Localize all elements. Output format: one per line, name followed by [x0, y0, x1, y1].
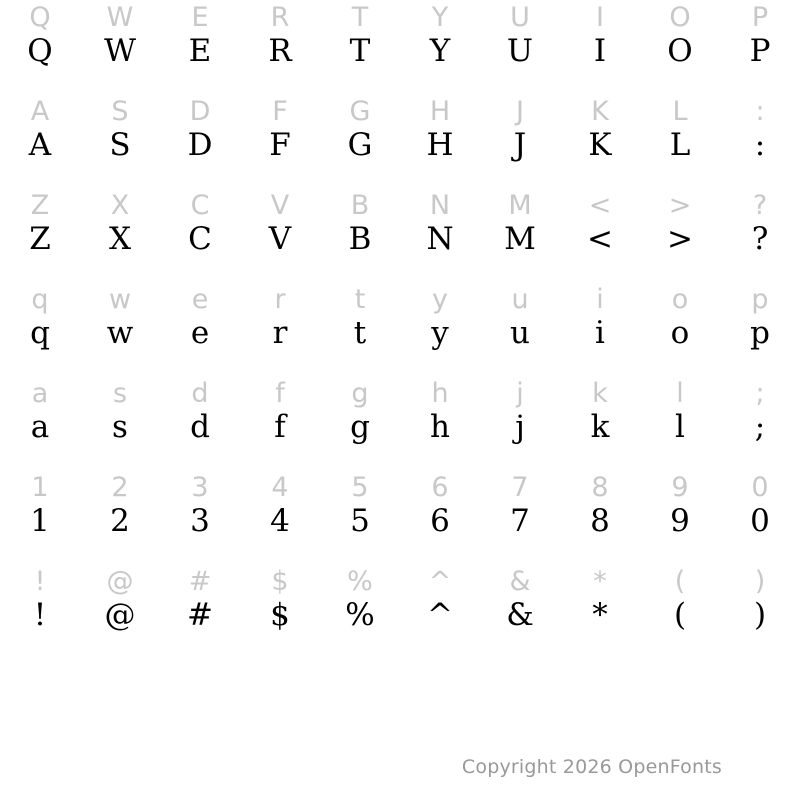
glyph-cell: W — [104, 33, 136, 69]
specimen-row-group — [0, 94, 800, 188]
glyph-cell: 3 — [191, 472, 209, 503]
glyph-cell: F — [272, 96, 288, 127]
glyph-cell: 1 — [30, 503, 50, 539]
glyph-cell: e — [191, 284, 209, 315]
glyph-cell: P — [749, 33, 771, 69]
glyph-cell: X — [110, 190, 130, 221]
specimen-row-group — [0, 0, 800, 94]
glyph-cell: * — [592, 597, 608, 633]
glyph-cell: R — [270, 2, 290, 33]
glyph-row-dark — [0, 409, 800, 445]
glyph-cell: ? — [751, 221, 769, 257]
glyph-cell: K — [591, 96, 609, 127]
glyph-cell: k — [590, 409, 610, 445]
glyph-cell: M — [508, 190, 532, 221]
glyph-cell: t — [354, 284, 366, 315]
glyph-cell: A — [28, 127, 52, 163]
glyph-cell: ( — [673, 597, 687, 633]
glyph-cell: o — [671, 284, 689, 315]
glyph-cell: g — [350, 409, 370, 445]
glyph-cell: ! — [34, 566, 46, 597]
specimen-row-group — [0, 470, 800, 564]
glyph-cell: > — [667, 221, 693, 257]
glyph-cell: A — [30, 96, 50, 127]
glyph-cell: 2 — [110, 503, 130, 539]
glyph-cell: Y — [429, 33, 451, 69]
glyph-cell: T — [349, 33, 371, 69]
glyph-cell: 7 — [511, 472, 529, 503]
glyph-cell: @ — [106, 566, 134, 597]
glyph-cell: u — [511, 284, 529, 315]
specimen-row-group — [0, 376, 800, 470]
glyph-cell: h — [431, 378, 449, 409]
glyph-cell: i — [595, 315, 605, 351]
glyph-cell: j — [516, 378, 524, 409]
glyph-cell: H — [429, 96, 451, 127]
glyph-cell: 9 — [670, 503, 690, 539]
glyph-cell: V — [270, 190, 290, 221]
glyph-cell: ! — [33, 597, 47, 633]
glyph-cell: & — [506, 597, 534, 633]
glyph-cell: M — [504, 221, 536, 257]
glyph-cell: g — [351, 378, 369, 409]
glyph-cell: h — [430, 409, 450, 445]
glyph-cell: C — [190, 190, 210, 221]
glyph-cell: B — [350, 190, 370, 221]
glyph-cell: y — [432, 284, 448, 315]
glyph-row-dark — [0, 503, 800, 539]
glyph-cell: Z — [29, 221, 51, 257]
glyph-cell: 4 — [271, 472, 289, 503]
glyph-cell: 4 — [270, 503, 290, 539]
glyph-cell: 5 — [351, 472, 369, 503]
glyph-cell: d — [191, 378, 209, 409]
glyph-cell: < — [588, 190, 612, 221]
glyph-row-dark — [0, 33, 800, 69]
glyph-cell: J — [513, 127, 527, 163]
glyph-cell: U — [506, 33, 534, 69]
glyph-cell: 7 — [510, 503, 530, 539]
glyph-cell: I — [596, 2, 604, 33]
glyph-cell: S — [109, 127, 131, 163]
glyph-row-light — [0, 4, 800, 31]
glyph-cell: @ — [104, 597, 136, 633]
glyph-row-light — [0, 98, 800, 125]
glyph-cell: i — [596, 284, 604, 315]
glyph-cell: P — [751, 2, 769, 33]
glyph-cell: V — [268, 221, 292, 257]
glyph-cell: r — [272, 315, 288, 351]
glyph-cell: : — [755, 96, 765, 127]
glyph-cell: s — [112, 378, 128, 409]
glyph-cell: ^ — [427, 597, 453, 633]
glyph-cell: X — [108, 221, 132, 257]
glyph-cell: o — [670, 315, 690, 351]
glyph-cell: Y — [431, 2, 449, 33]
glyph-cell: : — [754, 127, 766, 163]
glyph-cell: L — [672, 96, 688, 127]
glyph-cell: j — [515, 409, 525, 445]
glyph-cell: F — [269, 127, 291, 163]
glyph-cell: O — [667, 33, 693, 69]
glyph-cell: Q — [27, 33, 53, 69]
glyph-cell: ^ — [428, 566, 452, 597]
glyph-cell: 6 — [430, 503, 450, 539]
glyph-cell: * — [593, 566, 607, 597]
glyph-cell: L — [669, 127, 691, 163]
glyph-row-dark — [0, 221, 800, 257]
glyph-cell: & — [509, 566, 531, 597]
glyph-cell: R — [268, 33, 292, 69]
glyph-cell: 8 — [591, 472, 609, 503]
glyph-cell: 2 — [111, 472, 129, 503]
glyph-cell: 5 — [350, 503, 370, 539]
glyph-row-light — [0, 286, 800, 313]
specimen-row-group — [0, 564, 800, 658]
glyph-cell: E — [188, 33, 212, 69]
glyph-cell: B — [348, 221, 372, 257]
glyph-cell: s — [112, 409, 128, 445]
glyph-cell: D — [189, 96, 211, 127]
glyph-cell: K — [588, 127, 612, 163]
glyph-cell: C — [188, 221, 212, 257]
glyph-cell: e — [190, 315, 210, 351]
glyph-row-dark — [0, 597, 800, 633]
glyph-cell: # — [187, 597, 213, 633]
glyph-row-light — [0, 380, 800, 407]
copyright-notice: Copyright 2026 OpenFonts — [461, 756, 722, 778]
glyph-cell: ; — [754, 409, 766, 445]
glyph-cell: w — [108, 284, 132, 315]
specimen-row-group — [0, 282, 800, 376]
glyph-cell: a — [31, 378, 49, 409]
glyph-cell: U — [510, 2, 530, 33]
glyph-cell: N — [426, 221, 454, 257]
glyph-cell: G — [349, 96, 371, 127]
glyph-cell: l — [675, 409, 685, 445]
glyph-cell: T — [351, 2, 369, 33]
glyph-cell: w — [106, 315, 134, 351]
glyph-cell: W — [106, 2, 134, 33]
glyph-cell: ? — [752, 190, 768, 221]
glyph-cell: 0 — [750, 503, 770, 539]
glyph-cell: 9 — [671, 472, 689, 503]
glyph-cell: ; — [755, 378, 765, 409]
glyph-cell: a — [30, 409, 50, 445]
glyph-cell: q — [31, 284, 49, 315]
glyph-cell: 8 — [590, 503, 610, 539]
glyph-cell: $ — [271, 566, 289, 597]
glyph-cell: y — [431, 315, 449, 351]
glyph-cell: p — [751, 284, 769, 315]
glyph-cell: S — [111, 96, 129, 127]
glyph-cell: q — [30, 315, 50, 351]
glyph-cell: O — [669, 2, 691, 33]
glyph-row-light — [0, 192, 800, 219]
glyph-cell: D — [187, 127, 213, 163]
glyph-cell: $ — [270, 597, 290, 633]
glyph-cell: H — [426, 127, 454, 163]
glyph-cell: f — [275, 378, 285, 409]
glyph-row-light — [0, 474, 800, 501]
glyph-cell: u — [510, 315, 530, 351]
glyph-cell: f — [274, 409, 286, 445]
glyph-cell: Q — [29, 2, 51, 33]
glyph-cell: Z — [30, 190, 50, 221]
glyph-cell: p — [750, 315, 770, 351]
glyph-cell: % — [345, 597, 375, 633]
glyph-cell: ) — [753, 597, 767, 633]
glyph-cell: k — [592, 378, 608, 409]
glyph-cell: J — [516, 96, 524, 127]
glyph-row-dark — [0, 127, 800, 163]
glyph-cell: # — [188, 566, 212, 597]
glyph-cell: G — [347, 127, 373, 163]
glyph-cell: E — [191, 2, 209, 33]
glyph-cell: % — [347, 566, 373, 597]
glyph-cell: r — [274, 284, 286, 315]
glyph-cell: 6 — [431, 472, 449, 503]
glyph-cell: 3 — [190, 503, 210, 539]
glyph-cell: 1 — [31, 472, 49, 503]
glyph-cell: ( — [674, 566, 686, 597]
glyph-cell: t — [353, 315, 367, 351]
glyph-cell: 0 — [751, 472, 769, 503]
specimen-row-group — [0, 188, 800, 282]
glyph-cell: I — [593, 33, 607, 69]
glyph-cell: N — [429, 190, 451, 221]
glyph-cell: l — [676, 378, 684, 409]
glyph-cell: > — [668, 190, 692, 221]
glyph-cell: ) — [754, 566, 766, 597]
glyph-row-dark — [0, 315, 800, 351]
glyph-cell: < — [587, 221, 613, 257]
glyph-row-light — [0, 568, 800, 595]
glyph-cell: d — [190, 409, 210, 445]
